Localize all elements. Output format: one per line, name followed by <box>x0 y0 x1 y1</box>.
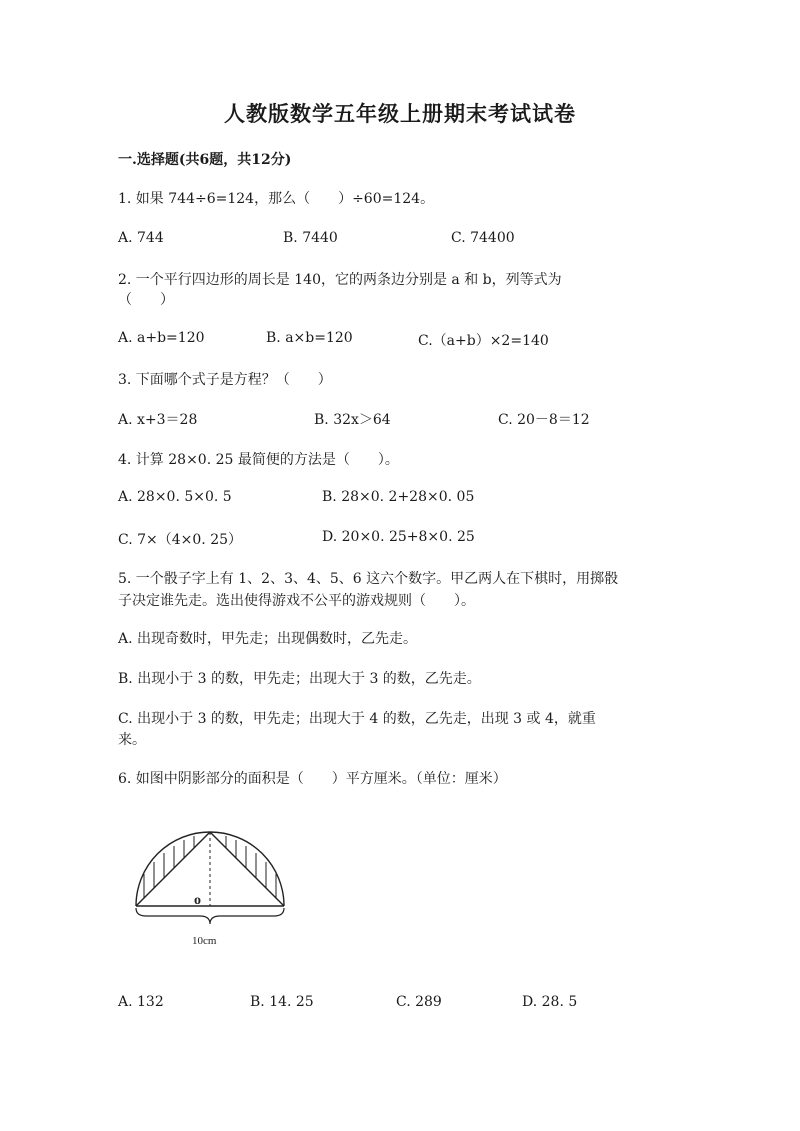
q3-option-c: C. 20－8＝12 <box>498 412 590 428</box>
q1-option-c: C. 74400 <box>451 230 515 246</box>
question-5-line-2: 子决定谁先走。选出使得游戏不公平的游戏规则（ ）。 <box>118 593 475 609</box>
question-2-line-2: （ ） <box>118 292 174 308</box>
dimension-label: 10cm <box>192 935 217 947</box>
q4-option-d: D. 20×0. 25+8×0. 25 <box>322 529 475 545</box>
q2-option-a: A. a+b=120 <box>118 330 205 346</box>
q5-option-c-line-2: 来。 <box>118 732 146 748</box>
question-6: 6. 如图中阴影部分的面积是（ ）平方厘米。（单位：厘米） <box>118 771 507 787</box>
q2-option-c: C.（a+b）×2=140 <box>418 333 549 349</box>
q1-option-b: B. 7440 <box>283 230 338 246</box>
dimension-brace <box>136 908 284 924</box>
q5-option-a: A. 出现奇数时，甲先走；出现偶数时，乙先走。 <box>118 631 418 647</box>
q6-option-c: C. 289 <box>396 994 442 1010</box>
question-1: 1. 如果 744÷6=124，那么（ ）÷60=124。 <box>118 191 435 207</box>
q3-option-b: B. 32x＞64 <box>314 412 391 428</box>
triangle-right-side <box>210 832 284 906</box>
q3-option-a: A. x+3＝28 <box>118 412 198 428</box>
question-3: 3. 下面哪个式子是方程？（ ） <box>118 372 332 388</box>
q4-option-b: B. 28×0. 2+28×0. 05 <box>322 489 475 505</box>
q6-option-d: D. 28. 5 <box>522 994 578 1010</box>
section-heading: 一.选择题(共6题，共12分) <box>118 152 292 168</box>
shading-right <box>226 836 276 898</box>
q5-option-b: B. 出现小于 3 的数，甲先走；出现大于 3 的数，乙先走。 <box>118 671 481 687</box>
q6-option-b: B. 14. 25 <box>250 994 314 1010</box>
question-4: 4. 计算 28×0. 25 最简便的方法是（ ）。 <box>118 452 399 468</box>
center-label: o <box>194 893 201 908</box>
q4-option-a: A. 28×0. 5×0. 5 <box>118 489 232 505</box>
q4-option-c: C. 7×（4×0. 25） <box>118 532 243 548</box>
question-2-line-1: 2. 一个平行四边形的周长是 140，它的两条边分别是 a 和 b，列等式为 <box>118 272 562 288</box>
q1-option-a: A. 744 <box>118 230 164 246</box>
shading-left <box>144 836 194 898</box>
question-5-line-1: 5. 一个骰子字上有 1、2、3、4、5、6 这六个数字。甲乙两人在下棋时，用掷骰 <box>118 571 619 587</box>
q2-option-b: B. a×b=120 <box>266 330 353 346</box>
exam-title: 人教版数学五年级上册期末考试试卷 <box>224 101 576 126</box>
semicircle-triangle-figure <box>124 818 304 958</box>
q5-option-c-line-1: C. 出现小于 3 的数，甲先走；出现大于 4 的数，乙先走，出现 3 或 4，就重 <box>118 711 596 727</box>
q6-option-a: A. 132 <box>118 994 164 1010</box>
